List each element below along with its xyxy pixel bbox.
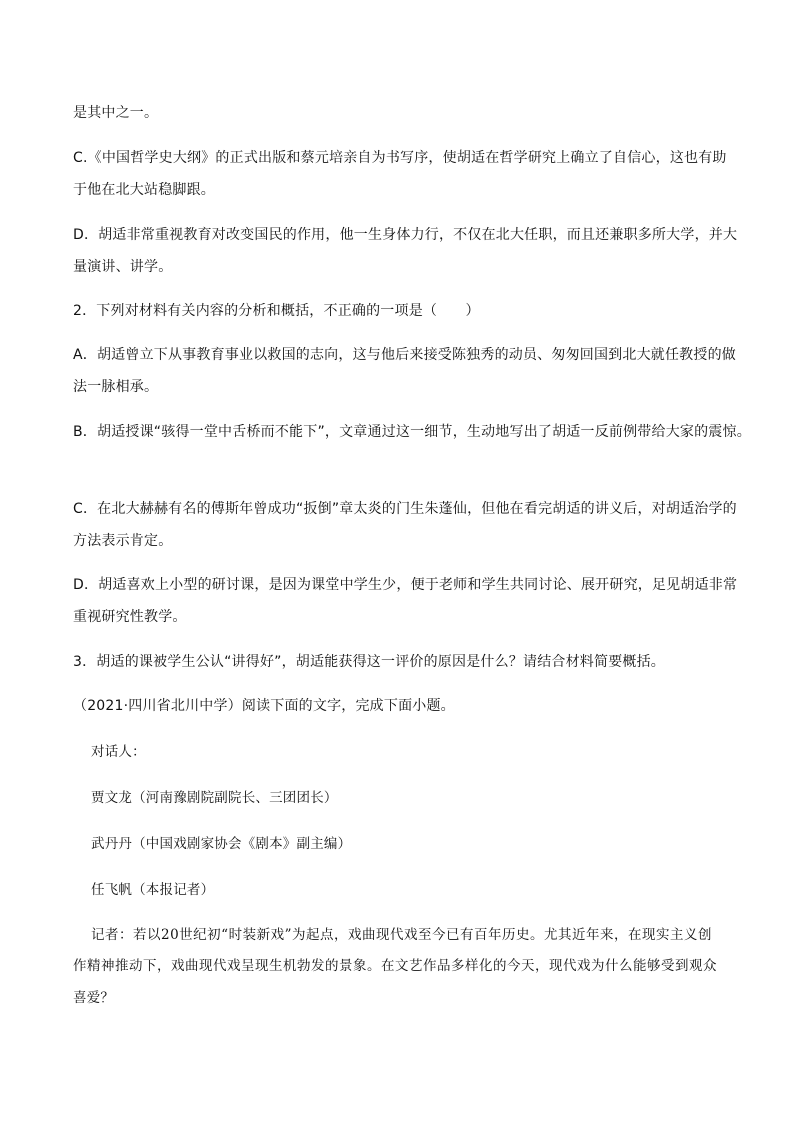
participant-2: 武丹丹（中国戏剧家协会《剧本》副主编） xyxy=(91,836,352,852)
q2-option-d-line-2: 重视研究性教学。 xyxy=(73,609,187,625)
q2-option-a-line-1: A．胡适曾立下从事教育事业以救国的志向，这与他后来接受陈独秀的动员、匆匆回国到北大就任教授的做 xyxy=(73,347,736,363)
option-d-line-2: 量演讲、讲学。 xyxy=(73,259,173,275)
question-3: 3．胡适的课被学生公认“讲得好”，胡适能获得这一评价的原因是什么？请结合材料简要概括。 xyxy=(73,654,666,670)
question-2: 2．下列对材料有关内容的分析和概括，不正确的一项是（ ） xyxy=(73,303,480,319)
reporter-question-line-1: 记者：若以20世纪初“时装新戏”为起点，戏曲现代戏至今已有百年历史。尤其近年来，在现实主义创 xyxy=(91,927,712,943)
reporter-question-line-3: 喜爱？ xyxy=(73,990,115,1006)
option-d-line-1: D．胡适非常重视教育对改变国民的作用，他一生身体力行，不仅在北大任职，而且还兼职多所大学，并大 xyxy=(73,227,738,243)
q2-option-b: B．胡适授课“骇得一堂中舌桥而不能下”，文章通过这一细节，生动地写出了胡适一反前例带给大家的震惊。 xyxy=(73,424,751,440)
participant-1: 贾文龙（河南豫剧院副院长、三团团长） xyxy=(91,790,338,806)
passage-source: （2021·四川省北川中学）阅读下面的文字，完成下面小题。 xyxy=(73,698,455,714)
q2-option-a-line-2: 法一脉相承。 xyxy=(73,379,159,395)
dialogue-participants-label: 对话人： xyxy=(91,744,146,760)
option-c-line-1: C.《中国哲学史大纲》的正式出版和蔡元培亲自为书写序，使胡适在哲学研究上确立了自信心，这也有助 xyxy=(73,150,727,166)
option-c-line-2: 于他在北大站稳脚跟。 xyxy=(73,182,215,198)
text-line-continuation: 是其中之一。 xyxy=(73,105,159,121)
q2-option-d-line-1: D．胡适喜欢上小型的研讨课，是因为课堂中学生少，便于老师和学生共同讨论、展开研究，足见胡适非常 xyxy=(73,577,738,593)
q2-option-c-line-1: C．在北大赫赫有名的傅斯年曾成功“扳倒”章太炎的门生朱蓬仙，但他在看完胡适的讲义后，对胡适治学的 xyxy=(73,501,737,517)
participant-3: 任飞帆（本报记者） xyxy=(91,882,215,898)
reporter-question-line-2: 作精神推动下，戏曲现代戏呈现生机勃发的景象。在文艺作品多样化的今天，现代戏为什么能够受到观众 xyxy=(73,958,717,974)
q2-option-c-line-2: 方法表示肯定。 xyxy=(73,533,173,549)
